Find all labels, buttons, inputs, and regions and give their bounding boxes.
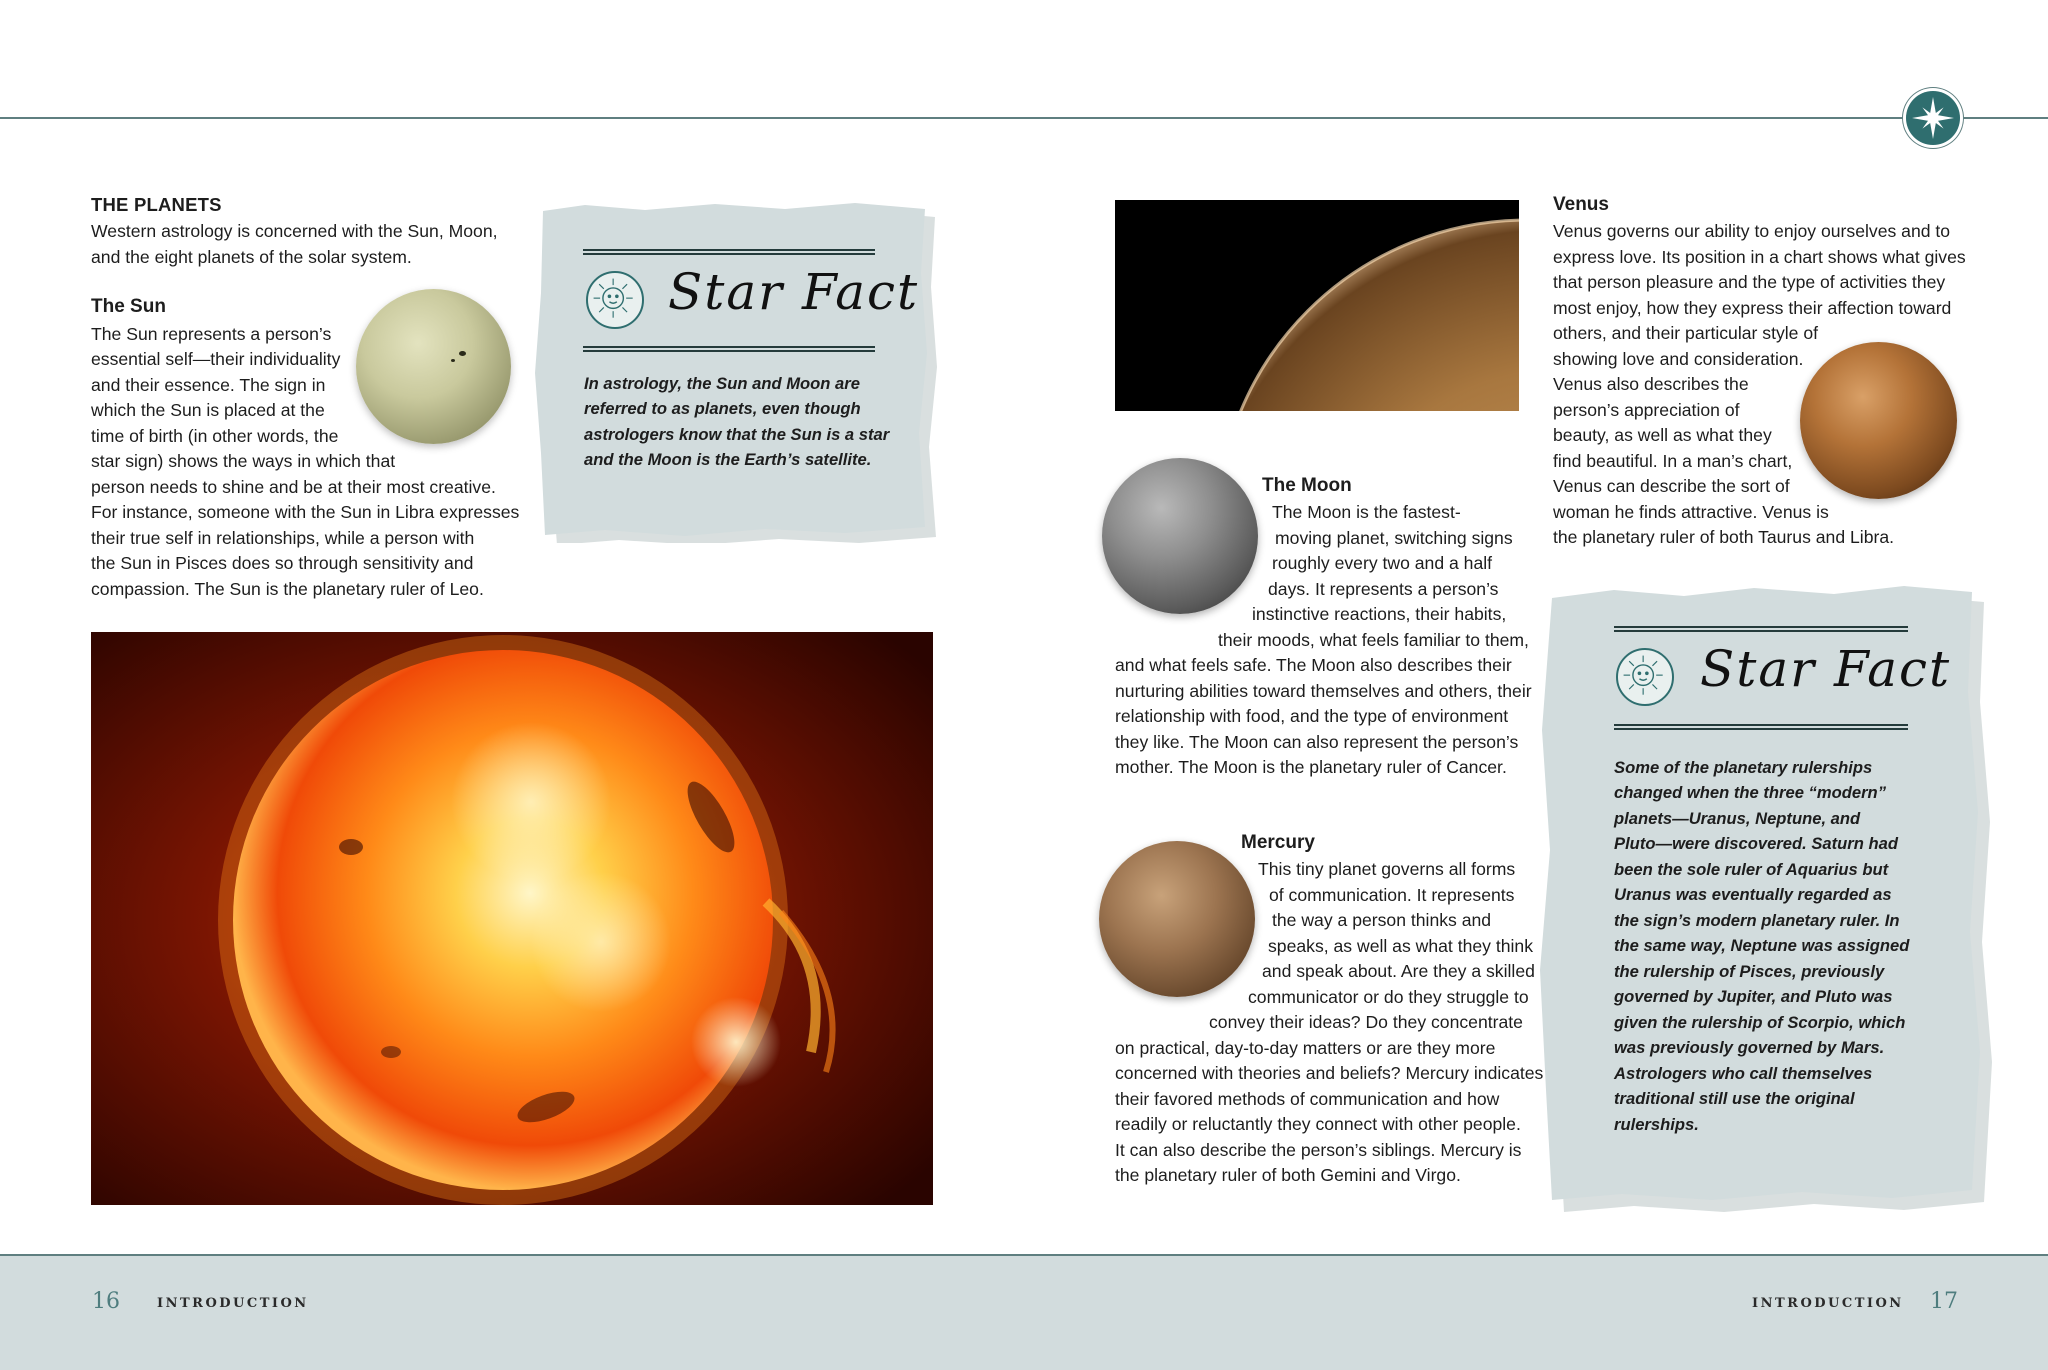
starfact-title: Star Fact — [1700, 640, 1952, 698]
paragraph-line: mother. The Moon is the planetary ruler of Cancer. — [1115, 757, 1507, 777]
page-number-right: 17 — [1930, 1289, 1958, 1314]
paragraph-line: This tiny planet governs all forms — [1258, 859, 1516, 879]
paragraph-line: relationship with food, and the type of environment — [1115, 706, 1509, 726]
paragraph-line: others, and their particular style of — [1553, 323, 1819, 343]
starfact-line: Some of the planetary rulerships — [1614, 758, 1873, 777]
page-number-left: 16 — [92, 1289, 120, 1314]
section-heading: THE PLANETS — [91, 194, 222, 215]
paragraph-line: nurturing abilities toward themselves and others, their — [1115, 681, 1532, 701]
paragraph-line: concerned with theories and beliefs? Mercury indicates — [1115, 1063, 1544, 1083]
paragraph-line: beauty, as well as what they — [1553, 425, 1772, 445]
starfact-rule-top — [583, 249, 875, 255]
paragraph-line: instinctive reactions, their habits, — [1252, 604, 1507, 624]
paragraph-line: It can also describe the person’s siblings. Mercury is — [1115, 1140, 1522, 1160]
paragraph-line: compassion. The Sun is the planetary ruler of Leo. — [91, 579, 484, 599]
starfact-title: Star Fact — [668, 263, 920, 321]
paragraph-line: they like. The Moon can also represent the person’s — [1115, 732, 1519, 752]
starfact-line: planets—Uranus, Neptune, and — [1614, 809, 1861, 828]
header-rule — [0, 117, 2048, 119]
paragraph-line: readily or reluctantly they connect with other people. — [1115, 1114, 1521, 1134]
starfact-line: the sign’s modern planetary ruler. In — [1614, 911, 1900, 930]
intro-line: Western astrology is concerned with the Sun, Moon, — [91, 221, 498, 241]
paragraph-line: showing love and consideration. — [1553, 349, 1804, 369]
intro-line: and the eight planets of the solar system. — [91, 247, 412, 267]
venus-photo-image — [1115, 200, 1519, 411]
venus-thumbnail-image — [1800, 342, 1957, 499]
paragraph-line: their moods, what feels familiar to them, — [1218, 630, 1529, 650]
starfact-line: Uranus was eventually regarded as — [1614, 885, 1892, 904]
starfact-panel — [535, 203, 937, 543]
section-label-left: INTRODUCTION — [157, 1296, 309, 1311]
starfact-line: traditional still use the original — [1614, 1089, 1855, 1108]
sun-face-icon — [586, 271, 644, 329]
paragraph-line: most enjoy, how they express their affection toward — [1553, 298, 1952, 318]
starfact-line: given the rulership of Scorpio, which — [1614, 1013, 1906, 1032]
starfact-rule-bottom — [1614, 724, 1908, 730]
sun-thumbnail-image — [356, 289, 511, 444]
starfact-line: In astrology, the Sun and Moon are — [584, 374, 860, 393]
starfact-line: Pluto—were discovered. Saturn had — [1614, 834, 1899, 853]
paragraph-line: and their essence. The sign in — [91, 375, 326, 395]
paragraph-line: star sign) shows the ways in which that — [91, 451, 396, 471]
paragraph-line: moving planet, switching signs — [1275, 528, 1513, 548]
paragraph-line: express love. Its position in a chart shows what gives — [1553, 247, 1966, 267]
starfact-line: and the Moon is the Earth’s satellite. — [584, 450, 872, 469]
paragraph-line: The Sun represents a person’s — [91, 324, 332, 344]
paragraph-line: that person pleasure and the type of activities they — [1553, 272, 1946, 292]
starfact-rule-bottom — [583, 346, 875, 352]
moon-image — [1102, 458, 1258, 614]
footer-band — [0, 1254, 2048, 1370]
sun-face-icon — [1616, 648, 1674, 706]
starfact-line: been the sole ruler of Aquarius but — [1614, 860, 1889, 879]
paragraph-line: of communication. It represents — [1269, 885, 1515, 905]
paragraph-line: find beautiful. In a man’s chart, — [1553, 451, 1793, 471]
paragraph-line: Venus governs our ability to enjoy ourselves and to — [1553, 221, 1951, 241]
mercury-image — [1099, 841, 1255, 997]
starfact-rule-top — [1614, 626, 1908, 632]
starfact-line: Astrologers who call themselves — [1614, 1064, 1873, 1083]
paragraph-line: time of birth (in other words, the — [91, 426, 339, 446]
paragraph-line: The Moon is the fastest- — [1272, 502, 1461, 522]
moon-heading: The Moon — [1262, 475, 1352, 496]
paragraph-line: and speak about. Are they a skilled — [1262, 961, 1535, 981]
paragraph-line: person needs to shine and be at their most creative. — [91, 477, 496, 497]
section-label-right: INTRODUCTION — [1752, 1296, 1904, 1311]
paragraph-line: the planetary ruler of both Gemini and Virgo. — [1115, 1165, 1461, 1185]
star-ornament-icon — [1906, 91, 1960, 145]
paragraph-line: speaks, as well as what they think — [1268, 936, 1534, 956]
starfact-line: was previously governed by Mars. — [1614, 1038, 1885, 1057]
paragraph-line: woman he finds attractive. Venus is — [1553, 502, 1829, 522]
mercury-heading: Mercury — [1241, 832, 1315, 853]
paragraph-line: on practical, day-to-day matters or are they more — [1115, 1038, 1496, 1058]
paragraph-line: the planetary ruler of both Taurus and Libra. — [1553, 527, 1895, 547]
paragraph-line: roughly every two and a half — [1272, 553, 1493, 573]
paragraph-line: which the Sun is placed at the — [91, 400, 325, 420]
sun-photo-image — [91, 632, 933, 1205]
paragraph-line: days. It represents a person’s — [1268, 579, 1499, 599]
venus-heading: Venus — [1553, 194, 1609, 215]
paragraph-line: their favored methods of communication and how — [1115, 1089, 1500, 1109]
paragraph-line: communicator or do they struggle to — [1248, 987, 1529, 1007]
paragraph-line: the Sun in Pisces does so through sensitivity and — [91, 553, 474, 573]
paragraph-line: and what feels safe. The Moon also describes their — [1115, 655, 1512, 675]
starfact-line: changed when the three “modern” — [1614, 783, 1886, 802]
paragraph-line: Venus also describes the — [1553, 374, 1749, 394]
paragraph-line: person’s appreciation of — [1553, 400, 1740, 420]
starfact-line: referred to as planets, even though — [584, 399, 861, 418]
paragraph-line: essential self—their individuality — [91, 349, 341, 369]
starfact-line: the same way, Neptune was assigned — [1614, 936, 1910, 955]
starfact-line: the rulership of Pisces, previously — [1614, 962, 1885, 981]
paragraph-line: convey their ideas? Do they concentrate — [1209, 1012, 1523, 1032]
starfact-line: astrologers know that the Sun is a star — [584, 425, 890, 444]
paragraph-line: their true self in relationships, while a person with — [91, 528, 475, 548]
starfact-line: governed by Jupiter, and Pluto was — [1614, 987, 1893, 1006]
paragraph-line: For instance, someone with the Sun in Libra expresses — [91, 502, 520, 522]
starfact-panel — [1540, 578, 1992, 1212]
sun-heading: The Sun — [91, 296, 166, 317]
starfact-line: rulerships. — [1614, 1115, 1699, 1134]
paragraph-line: the way a person thinks and — [1272, 910, 1492, 930]
paragraph-line: Venus can describe the sort of — [1553, 476, 1790, 496]
